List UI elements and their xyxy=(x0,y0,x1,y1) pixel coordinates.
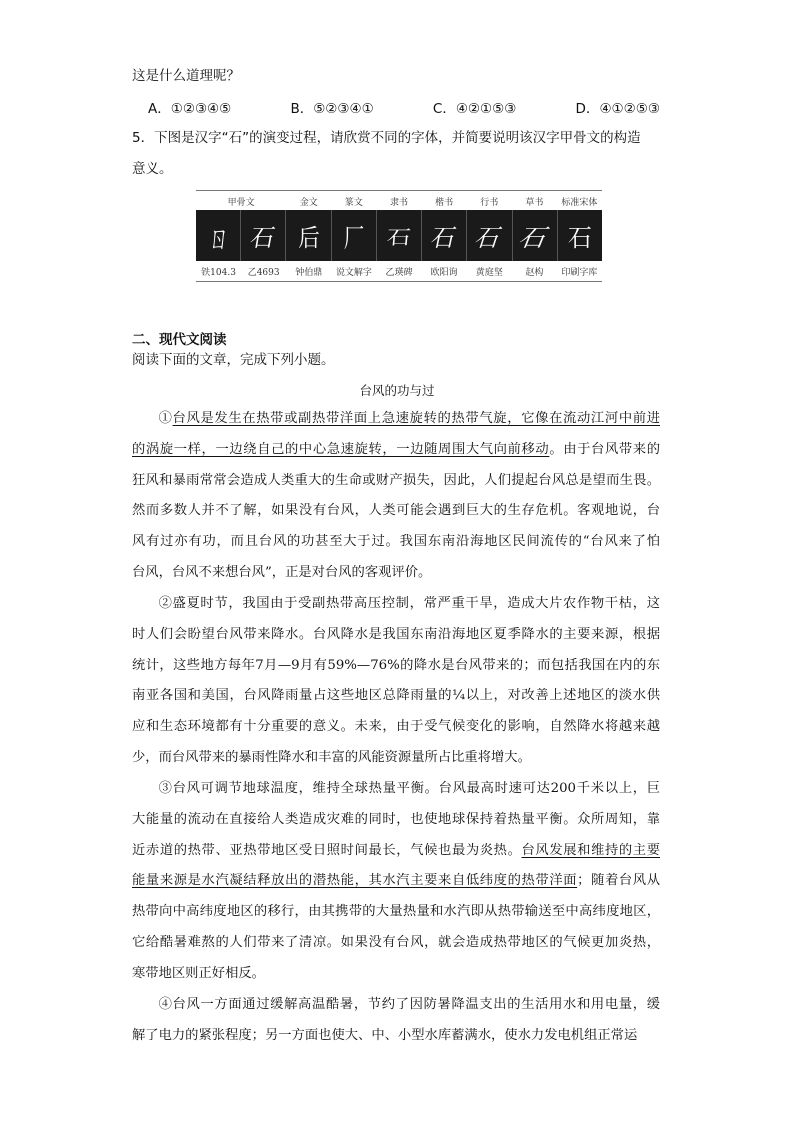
text-segment: 台风，台风不来想台风”，正是对台风的客观评价。 xyxy=(132,564,432,580)
glyph-strip xyxy=(196,210,602,261)
header-song-typeface: 标准宋体 xyxy=(561,197,598,208)
header-clerical: 隶书 xyxy=(389,197,408,208)
article-line xyxy=(132,1021,660,1052)
source-5: 乙瑛碑 xyxy=(385,267,413,278)
evolution-source-row xyxy=(196,261,602,282)
underlined-text: 能量来源是水汽凝结释放出的潜热能，其水汽主要来自低纬度的热带洋面 xyxy=(132,873,578,889)
text-segment: 风有过亦有功，而且台风的功甚至大于过。我国东南沿海地区民间流传的“台风来了怕 xyxy=(132,534,660,550)
underlined-text: 台风是发生在热带或副热带洋面上急速旋转的热带气旋，它像在流动江河中前进 xyxy=(172,411,661,426)
text-segment: ③台风可调节地球温度，维持全球热量平衡。台风最高时速可达200千米以上，巨 xyxy=(158,781,660,796)
article-line xyxy=(132,959,660,990)
text-segment: 热带向中高纬度地区的移行，由其携带的大量热量和水汽即从热带输送至中高纬度地区， xyxy=(132,904,660,920)
article-line xyxy=(132,527,660,558)
text-segment: ②盛夏时节，我国由于受副热带高压控制，常严重干旱，造成大片农作物干枯，这 xyxy=(158,596,660,611)
text-segment: 近赤道的热带、亚热带地区受日照时间最长，气候也最为炎热。 xyxy=(132,842,522,858)
text-segment: 狂风和暴雨常常会造成人类重大的生命或财产损失，因此，人们提起台风总是望而生畏。 xyxy=(132,472,660,488)
source-1: 铁104.3 xyxy=(201,267,236,278)
paragraph-3 xyxy=(132,774,660,990)
article-line xyxy=(132,651,660,682)
option-d: D．④①②⑤③ xyxy=(575,101,660,117)
text-segment: 然而多数人并不了解，如果没有台风，人类可能会遇到巨大的生存危机。客观地说，台 xyxy=(132,503,660,519)
source-9: 印刷字库 xyxy=(561,267,598,278)
source-7: 黄庭坚 xyxy=(475,267,503,278)
text-segment: ① xyxy=(158,411,173,426)
option-a: A．①②③④⑤ xyxy=(148,101,232,117)
text-segment: ④台风一方面通过缓解高温酷暑，节约了因防暑降温支出的生活用水和用电量，缓 xyxy=(158,997,660,1012)
text-segment: 统计，这些地方每年7月—9月有59%—76%的降水是台风带来的；而包括我国在内的东 xyxy=(132,657,660,673)
text-segment: 寒带地区则正好相反。 xyxy=(132,965,265,981)
glyph-oracle-2: 石 xyxy=(241,210,286,261)
underlined-text: 台风发展和维持的主要 xyxy=(521,842,661,858)
paragraph-4 xyxy=(132,990,660,1052)
header-seal: 篆文 xyxy=(344,197,363,208)
article-title: 台风的功与过 xyxy=(359,383,435,398)
article-line xyxy=(132,558,660,589)
header-bronze: 金文 xyxy=(299,197,318,208)
text-segment: 少，而台风带来的暴雨性降水和丰富的风能资源量所占比重将增大。 xyxy=(132,749,531,765)
glyph-bronze: 后 xyxy=(286,210,331,261)
option-b: B．⑤②③④① xyxy=(290,101,374,117)
article-line xyxy=(132,836,660,867)
article-line xyxy=(132,589,660,620)
header-cursive: 草书 xyxy=(525,197,544,208)
text-segment: ；随着台风从 xyxy=(577,873,661,889)
evolution-header-row xyxy=(196,190,602,211)
section-heading: 二、现代文阅读 xyxy=(132,332,227,348)
header-regular: 楷书 xyxy=(435,197,454,208)
header-oracle-bone: 甲骨文 xyxy=(227,197,255,208)
article-line xyxy=(132,928,660,959)
glyph-clerical: 石 xyxy=(377,210,422,261)
question-4-tail: 这是什么道理呢？ xyxy=(132,68,240,84)
text-segment: 解了电力的紧张程度；另一方面也使大、中、小型水库蓄满水，使水力发电机组正常运 xyxy=(132,1027,638,1043)
article-line xyxy=(132,681,660,712)
glyph-oracle-1: ㄖ xyxy=(196,210,241,261)
text-segment: 大能量的流动在直接给人类造成灾难的同时，也使地球保持着热量平衡。众所周知，靠 xyxy=(132,811,660,827)
underlined-text: 的涡旋一样，一边绕自己的中心急速旋转，一边随周围大气向前移动 xyxy=(132,441,550,457)
text-segment: 它给酷暑难熬的人们带来了清凉。如果没有台风，就会造成热带地区的气候更加炎热， xyxy=(132,934,660,950)
article-line xyxy=(132,404,660,435)
paragraph-1 xyxy=(132,404,660,589)
article-line xyxy=(132,620,660,651)
question-5-line-1: 5．下图是汉字“石”的演变过程，请欣赏不同的字体，并简要说明该汉字甲骨文的构造 xyxy=(132,130,641,146)
article-line xyxy=(132,466,660,497)
glyph-regular: 石 xyxy=(422,210,467,261)
source-4: 说文解字 xyxy=(335,267,372,278)
source-8: 赵构 xyxy=(525,267,544,278)
article-line xyxy=(132,990,660,1021)
article-line xyxy=(132,743,660,774)
article-line xyxy=(132,712,660,743)
option-c: C．④②①⑤③ xyxy=(432,101,517,117)
glyph-cursive: 石 xyxy=(513,210,558,261)
article-line xyxy=(132,897,660,928)
paragraph-2 xyxy=(132,589,660,774)
question-4-options xyxy=(148,97,660,117)
article-line xyxy=(132,496,660,527)
article-line xyxy=(132,435,660,466)
character-evolution-table xyxy=(196,190,602,283)
glyph-running: 石 xyxy=(467,210,512,261)
header-running: 行书 xyxy=(480,197,499,208)
glyph-song: 石 xyxy=(567,224,592,252)
text-segment: 南亚各国和美国，台风降雨量占这些地区总降雨量的¼以上，对改善上述地区的淡水供 xyxy=(132,688,660,704)
glyph-seal: 厂 xyxy=(332,210,377,261)
text-segment: 应和生态环境都有十分重要的意义。未来，由于受气候变化的影响，自然降水将越来越 xyxy=(132,719,660,735)
text-segment: 。由于台风带来的 xyxy=(549,441,661,457)
article-line xyxy=(132,805,660,836)
article-line xyxy=(132,774,660,805)
section-instruction: 阅读下面的文章，完成下列小题。 xyxy=(132,352,335,368)
article-line xyxy=(132,866,660,897)
source-6: 欧阳询 xyxy=(430,267,458,278)
source-3: 钟伯鼎 xyxy=(295,267,323,278)
source-2: 乙4693 xyxy=(247,267,280,278)
text-segment: 时人们会盼望台风带来降水。台风降水是我国东南沿海地区夏季降水的主要来源，根据 xyxy=(132,626,660,642)
question-5-line-2: 意义。 xyxy=(132,161,173,177)
